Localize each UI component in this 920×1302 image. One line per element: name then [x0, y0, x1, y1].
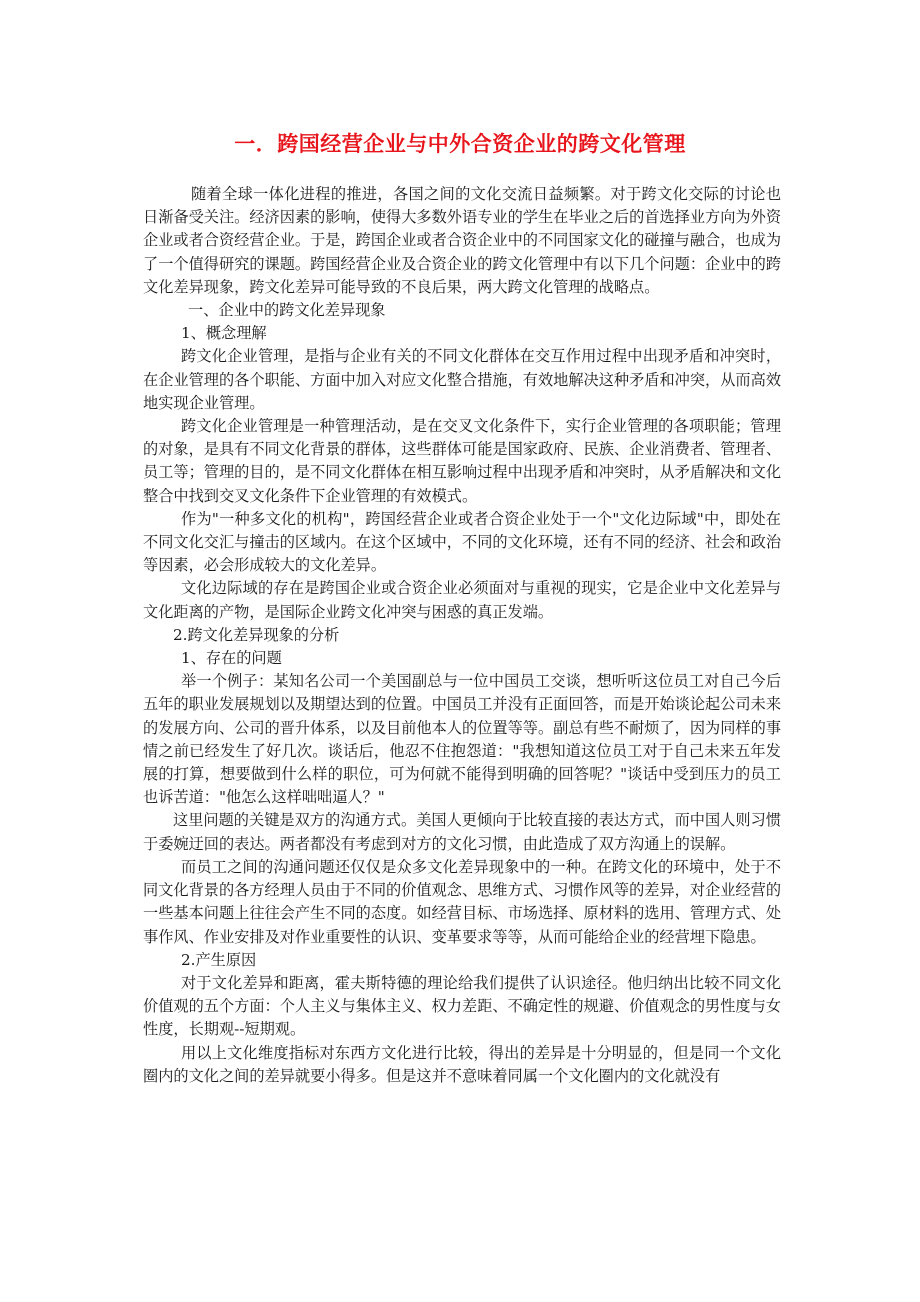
intro-paragraph: 随着全球一体化进程的推进，各国之间的文化交流日益频繁。对于跨文化交际的讨论也日渐备受关注。经济因素的影响，使得大多数外语专业的学生在毕业之后的首选择业方向为外资企业或者合资经营企业。于是，跨国企业或者合资企业中的不同国家文化的碰撞与融合，也成为了一个值得研究的课题。跨国经营企业及合资企业的跨文化管理中有以下几个问题：企业中的跨文化差异现象，跨文化差异可能导致的不良后果，两大跨文化管理的战略点。 — [143, 185, 781, 296]
subheading-concept: 1、概念理解 — [181, 324, 267, 343]
document-body — [143, 183, 781, 1088]
paragraph: 这里问题的关键是双方的沟通方式。美国人更倾向于比较直接的表达方式，而中国人则习惯于委婉迂回的表达。两者都没有考虑到对方的文化习惯，由此造成了双方沟通上的误解。 — [143, 811, 781, 853]
document-title: 一．跨国经营企业与中外合资企业的跨文化管理 — [234, 131, 686, 156]
paragraph: 文化边际域的存在是跨国企业或合资企业必须面对与重视的现实，它是企业中文化差异与文化距离的产物，是国际企业跨文化冲突与困惑的真正发端。 — [143, 579, 781, 621]
section-heading-2: 2.跨文化差异现象的分析 — [173, 625, 340, 644]
paragraph: 举一个例子：某知名公司一个美国副总与一位中国员工交谈，想听听这位员工对自己今后五年的职业发展规划以及期望达到的位置。中国员工并没有正面回答，而是开始谈论起公司未来的发展方向、公司的晋升体系，以及目前他本人的位置等等。副总有些不耐烦了，因为同样的事情之前已经发生了好几次。谈话后，他忍不住抱怨道："我想知道这位员工对于自己未来五年发展的打算，想要做到什么样的职位，可为何就不能得到明确的回答呢？"谈话中受到压力的员工也诉苦道："他怎么这样咄咄逼人？" — [143, 672, 781, 807]
subheading-problems: 1、存在的问题 — [181, 649, 282, 668]
paragraph: 跨文化企业管理，是指与企业有关的不同文化群体在交互作用过程中出现矛盾和冲突时，在企业管理的各个职能、方面中加入对应文化整合措施，有效地解决这种矛盾和冲突，从而高效地实现企业管理。 — [143, 347, 781, 412]
subheading-causes: 2.产生原因 — [181, 950, 257, 969]
paragraph: 对于文化差异和距离，霍夫斯特德的理论给我们提供了认识途径。他归纳出比较不同文化价值观的五个方面：个人主义与集体主义、权力差距、不确定性的规避、价值观念的男性度与女性度，长期观--短期观。 — [143, 973, 781, 1039]
paragraph: 而员工之间的沟通问题还仅仅是众多文化差异现象中的一种。在跨文化的环境中，处于不同文化背景的各方经理人员由于不同的价值观念、思维方式、习惯作风等的差异，对企业经营的一些基本问题上往往会产生不同的态度。如经营目标、市场选择、原材料的选用、管理方式、处事作风、作业安排及对作业重要性的认识、变革要求等等，从而可能给企业的经营埋下隐患。 — [143, 857, 781, 946]
paragraph: 跨文化企业管理是一种管理活动，是在交叉文化条件下，实行企业管理的各项职能；管理的对象，是具有不同文化背景的群体，这些群体可能是国家政府、民族、企业消费者、管理者、员工等；管理的目的，是不同文化群体在相互影响过程中出现矛盾和冲突时，从矛盾解决和文化整合中找到交叉文化条件下企业管理的有效模式。 — [143, 417, 781, 505]
paragraph: 作为"一种多文化的机构"，跨国经营企业或者合资企业处于一个"文化边际域"中，即处在不同文化交汇与撞击的区域内。在这个区域中，不同的文化环境，还有不同的经济、社会和政治等因素，必会形成较大的文化差异。 — [143, 509, 781, 575]
section-heading-1: 一、企业中的跨文化差异现象 — [188, 301, 386, 320]
paragraph: 用以上文化维度指标对东西方文化进行比较，得出的差异是十分明显的，但是同一个文化圈内的文化之间的差异就要小得多。但是这并不意味着同属一个文化圈内的文化就没有 — [143, 1043, 781, 1085]
